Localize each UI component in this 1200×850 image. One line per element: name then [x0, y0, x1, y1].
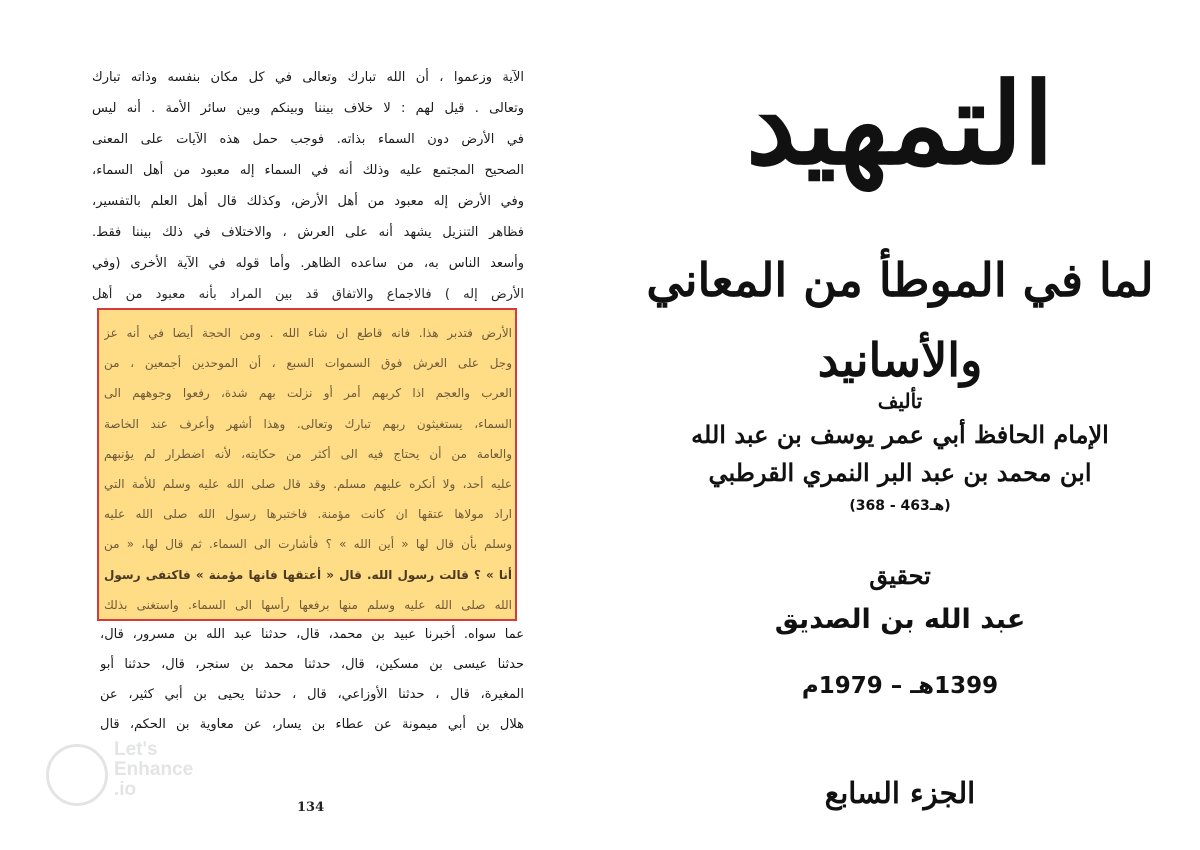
text-line: وتعالى . قيل لهم : لا خلاف بيننا وبينكم وبين سائر الأمة . أنه ليس	[92, 101, 524, 116]
authored-by-label: تأليف	[877, 389, 923, 413]
publication-year: 1399هـ – 1979م	[801, 673, 999, 699]
watermark-icon	[46, 744, 108, 806]
text-line: المغيرة، قال ، حدثنا الأوزاعي، قال ، حدثنا يحيى بن أبي كثير، عن	[100, 687, 524, 702]
edited-by-label: تحقيق	[869, 561, 931, 590]
editor-name: عبد الله بن الصديق	[774, 604, 1026, 635]
body-text-bottom	[100, 620, 524, 740]
highlighted-line: وسلم بأن قال لها « أين الله » ؟ فأشارت الى السماء. ثم قال لها، « من	[104, 537, 512, 552]
text-line: وأسعد الناس به، من ساعده الظاهر. وأما قوله في الآية الأخرى (وفي	[92, 256, 524, 271]
highlighted-line: الله صلى الله عليه وسلم منها برفعها رأسها الى السماء. واستغنى بذلك	[104, 597, 512, 612]
text-line: فظاهر التنزيل يشهد أنه على العرش ، والاختلاف في ذلك بيننا فقط.	[92, 225, 524, 240]
text-line: هلال بن أبي ميمونة عن عطاء بن يسار، عن معاوية بن الحكم، قال	[100, 717, 524, 732]
title-page	[600, 0, 1200, 850]
text-line: في الأرض دون السماء بذاته. فوجب حمل هذه الآيات على المعنى	[92, 132, 524, 147]
text-line: الآية وزعموا ، أن الله تبارك وتعالى في كل مكان بنفسه وذاته تبارك	[92, 70, 524, 85]
book-subtitle: لما في الموطأ من المعاني والأسانيد	[646, 253, 1154, 387]
author-name-line-1: الإمام الحافظ أبي عمر يوسف بن عبد الله	[691, 420, 1109, 449]
highlighted-line: أنا » ؟ قالت رسول الله. قال « أعتقها فانها مؤمنة » فاكتفى رسول	[104, 567, 512, 582]
highlighted-passage-text	[104, 318, 512, 620]
page-number: 134	[297, 800, 325, 815]
text-line: وفي الأرض إله معبود من أهل الأرض، وكذلك قال أهل العلم بالتفسير،	[92, 194, 524, 209]
highlighted-line: والعامة من أن يحتاج فيه الى أكثر من حكايته، لأنه اضطرار لم يؤنبهم	[104, 446, 512, 461]
author-dates: (368 - 463هـ)	[849, 498, 951, 514]
text-line: الأرض إله ) فالاجماع والاتفاق قد بين المراد بأنه معبود من أهل	[92, 287, 524, 302]
body-text-top	[92, 62, 524, 310]
text-line: الصحيح المجتمع عليه وذلك أنه في السماء إله معبود من أهل السماء،	[92, 163, 524, 178]
highlighted-line: الأرض فتدبر هذا. فانه قاطع ان شاء الله . ومن الحجة أيضا في أنه عز	[104, 326, 512, 340]
highlighted-line: اراد مولاها عتقها ان كانت مؤمنة. فاختبرها رسول الله صلى الله عليه	[104, 507, 512, 522]
text-line: حدثنا عيسى بن مسكين، قال، حدثنا محمد بن سنجر، قال، حدثنا أبو	[100, 657, 524, 672]
author-name-line-2: ابن محمد بن عبد البر النمري القرطبي	[708, 458, 1092, 487]
watermark-text: Let's Enhance .io	[114, 739, 194, 800]
highlighted-line: عليه أحد، ولا أنكره عليهم مسلم. وقد قال صلى الله عليه وسلم للأمة التي	[104, 476, 512, 491]
highlighted-line: وجل على العرش فوق السموات السبع ، أن الموحدين أجمعين ، من	[104, 356, 512, 371]
volume-label: الجزء السابع	[824, 776, 976, 810]
book-title: التمهيد	[746, 59, 1054, 190]
highlighted-line: السماء، يستغيثون ربهم تبارك وتعالى. وهذا أشهر وأعرف عند الخاصة	[104, 416, 512, 431]
text-line: عما سواه. أخبرنا عبيد بن محمد، قال، حدثنا عبد الله بن مسرور، قال،	[100, 627, 524, 642]
highlighted-line: العرب والعجم اذا كربهم أمر أو نزلت بهم شدة، رفعوا وجوههم الى	[104, 386, 512, 401]
watermark-logo	[42, 738, 242, 808]
